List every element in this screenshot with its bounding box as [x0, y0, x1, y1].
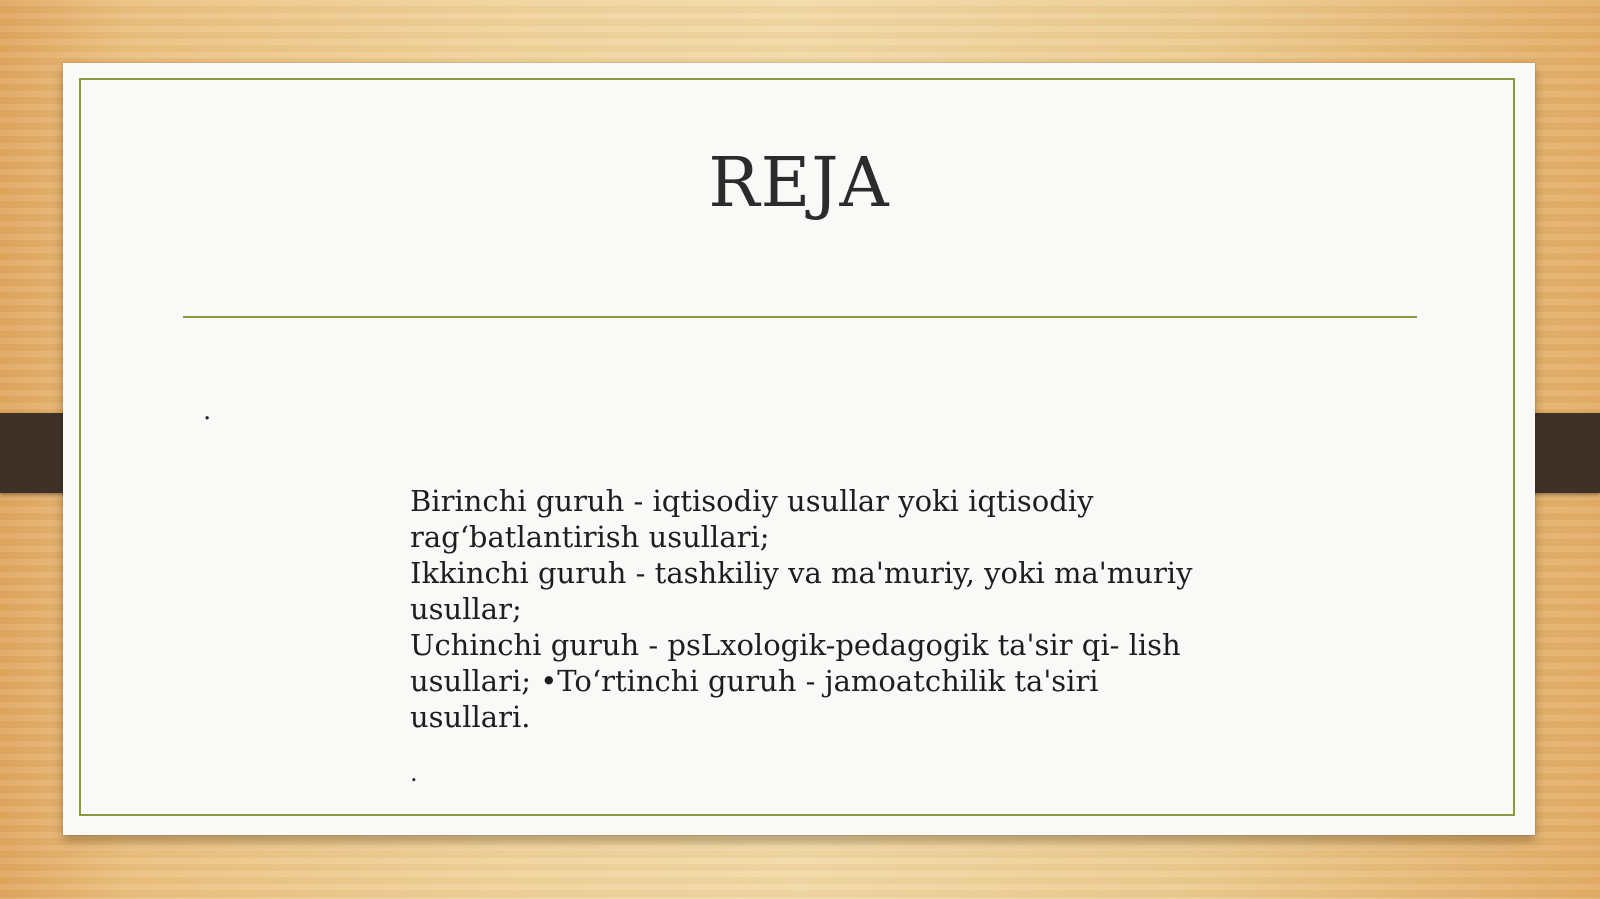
body-line: usullar;	[410, 592, 522, 626]
body-line: Uchinchi guruh - psLxologik-pedagogik ta'sir qi- lish	[410, 628, 1181, 662]
body-line: usullari.	[410, 700, 531, 734]
body-line: usullari; •To‘rtinchi guruh - jamoatchilik ta'siri	[410, 664, 1099, 698]
body-line: Birinchi guruh - iqtisodiy usullar yoki iqtisodiy	[410, 484, 1094, 518]
title-divider	[183, 316, 1417, 318]
body-line: rag‘batlantirish usullari;	[410, 520, 770, 554]
bullet-dot-bottom: .	[410, 759, 418, 787]
slide-body-text	[410, 483, 1210, 735]
body-line: Ikkinchi guruh - tashkiliy va ma'muriy, yoki ma'muriy	[410, 556, 1193, 590]
bullet-dot-top: .	[203, 396, 212, 426]
slide-paper	[63, 63, 1535, 835]
slide-title: REJA	[708, 144, 890, 223]
